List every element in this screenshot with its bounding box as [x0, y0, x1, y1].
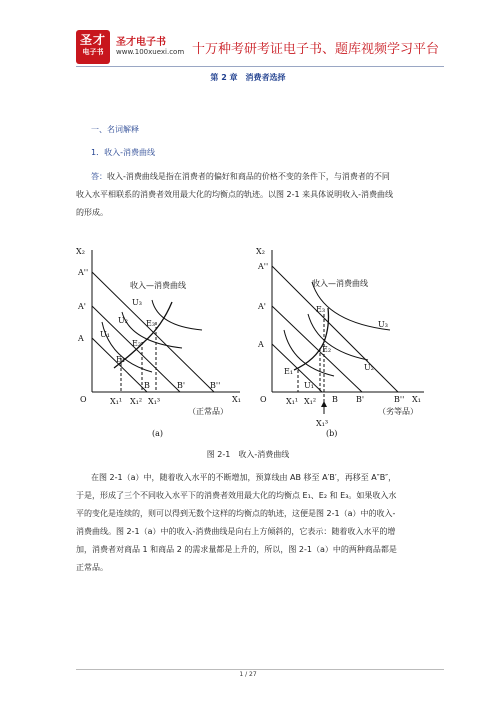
svg-text:(b): (b): [326, 429, 338, 438]
footer-divider: [76, 669, 444, 670]
svg-text:收入—消费曲线: 收入—消费曲线: [130, 281, 186, 290]
header-slogan: 十万种考研考证电子书、题库视频学习平台: [192, 42, 440, 57]
svg-text:B: B: [332, 395, 338, 404]
svg-text:X₁¹: X₁¹: [110, 397, 123, 406]
body-line-5: 加，消费者对商品 1 和商品 2 的需求量都是上升的，所以，图 2-1（a）中的两种商品都是: [76, 545, 397, 554]
svg-text:B: B: [144, 381, 150, 390]
svg-text:B'': B'': [394, 395, 405, 404]
svg-text:(a): (a): [152, 429, 164, 438]
svg-text:E₁: E₁: [116, 355, 126, 364]
svg-text:E₂: E₂: [132, 339, 142, 348]
svg-text:X₁: X₁: [412, 395, 421, 404]
svg-text:E₁: E₁: [284, 367, 294, 376]
body-line-4: 消费曲线。图 2-1（a）中的收入-消费曲线是向右上方倾斜的，它表示：随着收入水平的增: [76, 527, 396, 536]
svg-text:X₁³: X₁³: [148, 397, 161, 406]
svg-text:U₁: U₁: [304, 381, 314, 390]
term-heading: 1．收入-消费曲线: [91, 148, 155, 157]
body-line-6: 正常品。: [76, 563, 108, 572]
answer-line-2: 收入水平相联系的消费者效用最大化的均衡点的轨迹。以图 2-1 来具体说明收入-消费曲线: [76, 190, 394, 199]
svg-text:B'': B'': [210, 381, 221, 390]
answer-line-1: 答：收入-消费曲线是指在消费者的偏好和商品的价格不变的条件下，与消费者的不同: [91, 172, 390, 181]
svg-text:U₃: U₃: [132, 298, 142, 307]
header-divider: [76, 66, 444, 67]
svg-text:U₂: U₂: [118, 316, 128, 325]
body-line-2: 于是，形成了三个不同收入水平下的消费者效用最大化的均衡点 E₁、E₂ 和 E₃。如果收入水: [76, 491, 397, 500]
svg-text:A'': A'': [78, 268, 89, 277]
svg-text:E₃: E₃: [316, 305, 326, 314]
panel-b-budget-a1b1: [272, 306, 362, 392]
panel-a-u2: [122, 312, 182, 348]
answer-lead: 答：: [91, 172, 107, 181]
svg-text:X₁²: X₁²: [304, 397, 317, 406]
body-line-1: 在图 2-1（a）中，随着收入水平的不断增加，预算线由 AB 移至 A′B′，再移至 A″B″，: [91, 473, 397, 482]
body-line-3: 平的变化是连续的，则可以得到无数个这样的均衡点的轨迹，这便是图 2-1（a）中的收入-: [76, 509, 396, 518]
svg-text:B': B': [177, 381, 186, 390]
svg-text:E₃: E₃: [146, 319, 156, 328]
svg-text:收入—消费曲线: 收入—消费曲线: [312, 279, 368, 288]
svg-text:X₁²: X₁²: [130, 397, 143, 406]
chapter-title: 第 2 章 消费者选择: [210, 73, 286, 82]
svg-text:B': B': [356, 395, 365, 404]
figure-2-1: [72, 242, 432, 447]
brand-name: 圣才电子书: [116, 37, 166, 48]
svg-text:X₁¹: X₁¹: [286, 397, 299, 406]
page-header: [76, 28, 440, 68]
panel-a: [92, 250, 240, 392]
page-number: 1 / 27: [239, 671, 257, 678]
svg-text:E₂: E₂: [322, 345, 332, 354]
figure-caption: 图 2-1 收入-消费曲线: [206, 450, 290, 459]
panel-b: [272, 250, 424, 414]
svg-text:X₁: X₁: [232, 395, 241, 404]
panel-a-labels: [76, 247, 241, 438]
svg-text:A'': A'': [258, 262, 269, 271]
panel-b-labels: [256, 247, 421, 438]
svg-text:A': A': [258, 302, 266, 311]
brand-url[interactable]: www.100xuexi.com: [116, 48, 185, 56]
svg-text:U₂: U₂: [364, 363, 374, 372]
svg-text:A': A': [78, 302, 86, 311]
svg-text:（劣等品）: （劣等品）: [378, 407, 418, 416]
svg-text:A: A: [78, 334, 84, 343]
svg-text:X₂: X₂: [76, 247, 85, 256]
svg-text:X₁³: X₁³: [316, 419, 329, 428]
svg-text:O: O: [260, 395, 267, 404]
answer-line-3: 的形成。: [76, 208, 108, 217]
svg-text:U₃: U₃: [378, 320, 388, 329]
svg-text:U₁: U₁: [100, 330, 110, 339]
svg-text:（正常品）: （正常品）: [188, 407, 228, 416]
svg-text:O: O: [80, 395, 87, 404]
brand-logo[interactable]: 圣才 电子书: [76, 30, 110, 64]
section-heading: 一、名词解释: [91, 125, 139, 134]
svg-text:A: A: [258, 340, 264, 349]
svg-text:X₂: X₂: [256, 247, 265, 256]
